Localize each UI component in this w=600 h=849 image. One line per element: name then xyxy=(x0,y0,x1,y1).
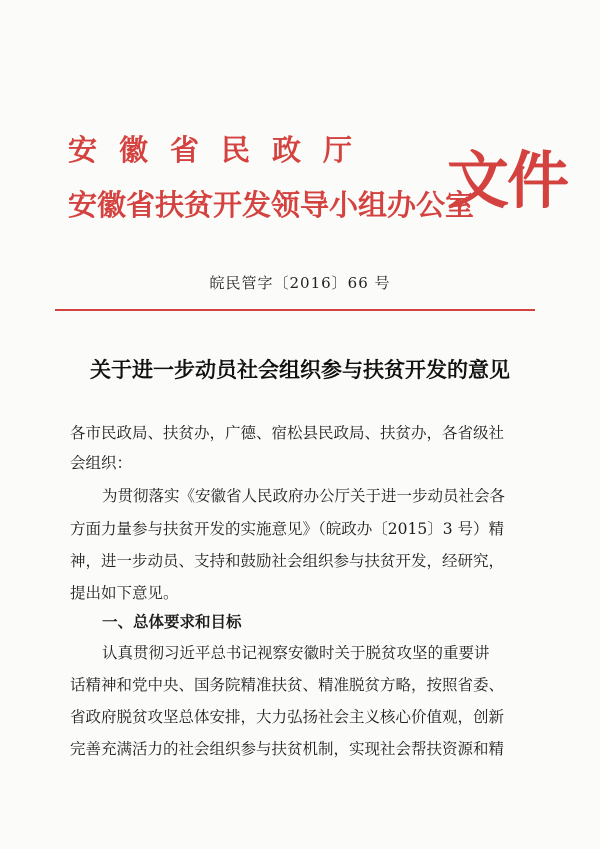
issuer-poverty-office: 安徽省扶贫开发领导小组办公室 xyxy=(68,188,475,222)
issuer-civil-affairs: 安徽省民政厅 xyxy=(68,133,375,167)
red-divider xyxy=(55,309,535,311)
recipients-line: 各市民政局、扶贫办，广德、宿松县民政局、扶贫办，各省级社 xyxy=(70,424,505,442)
section-line: 省政府脱贫攻坚总体安排，大力弘扬社会主义核心价值观，创新 xyxy=(70,708,505,726)
intro-line: 提出如下意见。 xyxy=(70,584,179,602)
document-title: 关于进一步动员社会组织参与扶贫开发的意见 xyxy=(90,357,510,382)
document-type-label: 文件 xyxy=(447,144,568,217)
recipients-line: 会组织： xyxy=(70,454,133,472)
section-line: 完善充满活力的社会组织参与扶贫机制，实现社会帮扶资源和精 xyxy=(70,740,505,758)
intro-line: 神，进一步动员、支持和鼓励社会组织参与扶贫开发，经研究， xyxy=(70,552,505,570)
section-heading: 一、总体要求和目标 xyxy=(102,613,242,631)
section-line: 话精神和党中央、国务院精准扶贫、精准脱贫方略，按照省委、 xyxy=(70,676,505,694)
document-number: 皖民管字〔2016〕66 号 xyxy=(209,274,391,292)
section-line: 认真贯彻习近平总书记视察安徽时关于脱贫攻坚的重要讲 xyxy=(102,644,490,662)
intro-line: 方面力量参与扶贫开发的实施意见》（皖政办〔2015〕3 号）精 xyxy=(70,520,504,538)
intro-line: 为贯彻落实《安徽省人民政府办公厅关于进一步动员社会各 xyxy=(102,487,506,505)
